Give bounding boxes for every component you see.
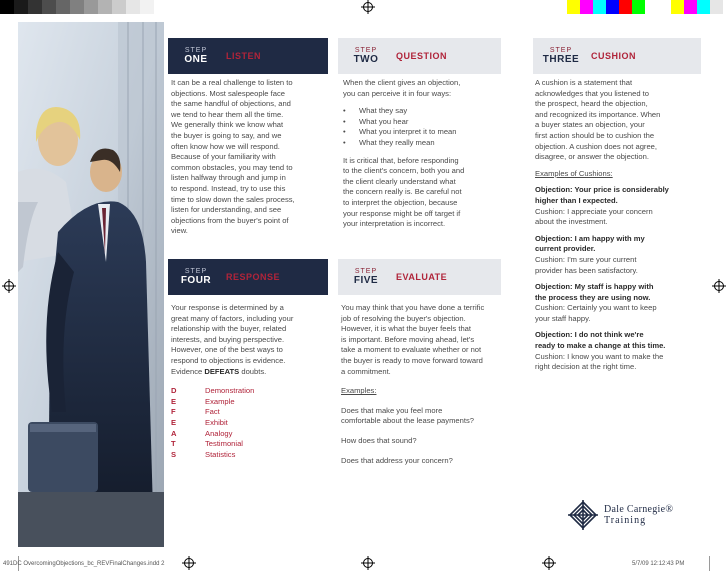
list-item: • What you interpret it to mean xyxy=(343,127,457,137)
registration-mark-bottom-right xyxy=(542,556,556,570)
registration-mark-top xyxy=(361,0,375,14)
list-item: F Fact xyxy=(171,407,220,417)
defeats-acronym-list xyxy=(171,386,333,460)
color-swatch xyxy=(593,0,606,14)
print-color-bar xyxy=(567,0,723,14)
step-number: FIVE xyxy=(353,275,379,286)
gray-swatch xyxy=(98,0,112,14)
dale-carnegie-logo xyxy=(568,495,698,535)
list-item: • What they really mean xyxy=(343,137,435,147)
list-item: • What you hear xyxy=(343,116,409,126)
color-swatch xyxy=(710,0,723,14)
gray-swatch xyxy=(14,0,28,14)
list-item: A Analogy xyxy=(171,428,233,438)
step-title: QUESTION xyxy=(396,51,448,61)
print-gray-bar xyxy=(0,0,154,14)
evaluate-text: You may think that you have done a terrific job of resolving the buyer's objection. However, it is what the buyer feels that is important. Before moving ahead, let's take a moment to evaluate whether or not the buyer is ready to move forward toward a commitment. Examples: Does that make you feel more comfortable about the lease payments? How does that sound? Does that address your concern? xyxy=(341,303,511,466)
dale-carnegie-mark-icon xyxy=(568,500,598,530)
step-word: STEP xyxy=(184,268,208,275)
color-swatch xyxy=(619,0,632,14)
evidence-line: Evidence DEFEATS doubts. xyxy=(171,366,267,376)
step-five-header xyxy=(338,259,501,295)
question-text: When the client gives an objection, you can perceive it in four ways: • What they say • What you hear • What you interpret it to mean • What they really mean It is critical that, before responding to the client's concern, both you and the client clearly understand what the concern really is. Be careful not to interpret the objection, because your response might be off target if your interpretation is incorrect. xyxy=(343,78,508,230)
color-swatch xyxy=(567,0,580,14)
gray-swatch xyxy=(56,0,70,14)
gray-swatch xyxy=(42,0,56,14)
step-title: CUSHION xyxy=(591,51,637,61)
timestamp-slug: 5/7/09 12:12:43 PM xyxy=(632,561,685,567)
gray-swatch xyxy=(112,0,126,14)
registration-mark-right xyxy=(712,279,726,293)
color-swatch xyxy=(658,0,671,14)
business-people-photo xyxy=(18,22,164,547)
step-word: STEP xyxy=(549,47,573,54)
step-two-header xyxy=(338,38,501,74)
color-swatch xyxy=(684,0,697,14)
crop-mark xyxy=(709,556,710,571)
step-number: TWO xyxy=(353,54,379,65)
cushion-example: Objection: I am happy with my current provider. Cushion: I'm sure your current provider has been satisfactory. xyxy=(535,233,645,275)
registration-mark-bottom-left xyxy=(182,556,196,570)
color-swatch xyxy=(671,0,684,14)
gray-swatch xyxy=(0,0,14,14)
logo-line-1: Dale Carnegie® xyxy=(604,504,674,515)
step-word: STEP xyxy=(354,47,378,54)
gray-swatch xyxy=(126,0,140,14)
gray-swatch xyxy=(70,0,84,14)
step-number: THREE xyxy=(542,54,580,65)
cushion-example: Objection: My staff is happy with the process they are using now. Cushion: Certainly you want to keep your staff happy. xyxy=(535,282,657,323)
logo-line-2: Training xyxy=(604,515,647,526)
color-swatch xyxy=(606,0,619,14)
list-item: T Testimonial xyxy=(171,439,243,449)
list-item: • What they say xyxy=(343,106,408,116)
cushion-example: Objection: I do not think we're ready to make a change at this time. Cushion: I know you want to make the right decision at the right time. xyxy=(535,330,666,372)
color-swatch xyxy=(580,0,593,14)
response-text: Your response is determined by a great many of factors, including your relationship with the buyer, related interests, and buying perspective. However, one of the best ways to respond to objections is evidence. Evidence DEFEATS doubts. D Demonstration E Example F Fact E Exhibit A Analogy T Testimonial S Statistics xyxy=(171,303,333,460)
step-word: STEP xyxy=(354,268,378,275)
list-item: E Exhibit xyxy=(171,417,228,427)
step-title: RESPONSE xyxy=(226,272,281,282)
file-slug: 491DC OvercomingObjections_bc_REVFinalChanges.indd 2 xyxy=(3,561,165,567)
cushion-text: A cushion is a statement that acknowledges that you listened to the prospect, heard the objection, and recognized its importance. When a buyer states an objection, your first action should be to cushion the objection. A cushion does not agree, disagree, or answer the objection. Examples of Cushions: Objection: Your price is considerably higher than I expected. Cushion: I appreciate your concern about the investment. Objection: I am happy with my current provider. Cushion: I'm sure your current provider has been satisfactory. Objection: My staff is happy with the process they are using now. Cushion: Certainly you want to keep your staff happy. Objection: I do not think we're ready to make a change at this time. Cushion: I know you want to make the right decision at the right time. xyxy=(535,78,705,373)
step-word: STEP xyxy=(184,47,208,54)
gray-swatch xyxy=(28,0,42,14)
list-item: S Statistics xyxy=(171,449,236,459)
listen-text: It can be a real challenge to listen to objections. Most salespeople face the same handful of objections, and we tend to hear them all the time. We generally think we know what the buyer is going to say, and we often know how we will respond. Because of your familiarity with common obstacles, you may tend to listen halfway through and jump in to respond. Instead, try to use this time to slow down the sales process, listen for understanding, and see objections from the buyer's point of view. xyxy=(171,78,295,236)
evaluate-examples-label: Examples: xyxy=(341,386,377,396)
gray-swatch xyxy=(140,0,154,14)
step-four-header xyxy=(168,259,328,295)
gray-swatch xyxy=(84,0,98,14)
step-one-header xyxy=(168,38,328,74)
color-swatch xyxy=(645,0,658,14)
color-swatch xyxy=(697,0,710,14)
list-item: E Example xyxy=(171,396,235,406)
registration-mark-left xyxy=(2,279,16,293)
cushion-examples-label: Examples of Cushions: xyxy=(535,168,613,178)
step-title: EVALUATE xyxy=(396,272,448,282)
step-title: LISTEN xyxy=(226,51,262,61)
step-number: ONE xyxy=(184,54,208,65)
perception-bullet-list xyxy=(343,106,508,148)
registration-mark-bottom xyxy=(361,556,375,570)
list-item: D Demonstration xyxy=(171,386,255,396)
color-swatch xyxy=(632,0,645,14)
step-number: FOUR xyxy=(180,275,212,286)
cushion-example: Objection: Your price is considerably higher than I expected. Cushion: I appreciate your concern about the investment. xyxy=(535,185,669,227)
step-three-header xyxy=(533,38,701,74)
